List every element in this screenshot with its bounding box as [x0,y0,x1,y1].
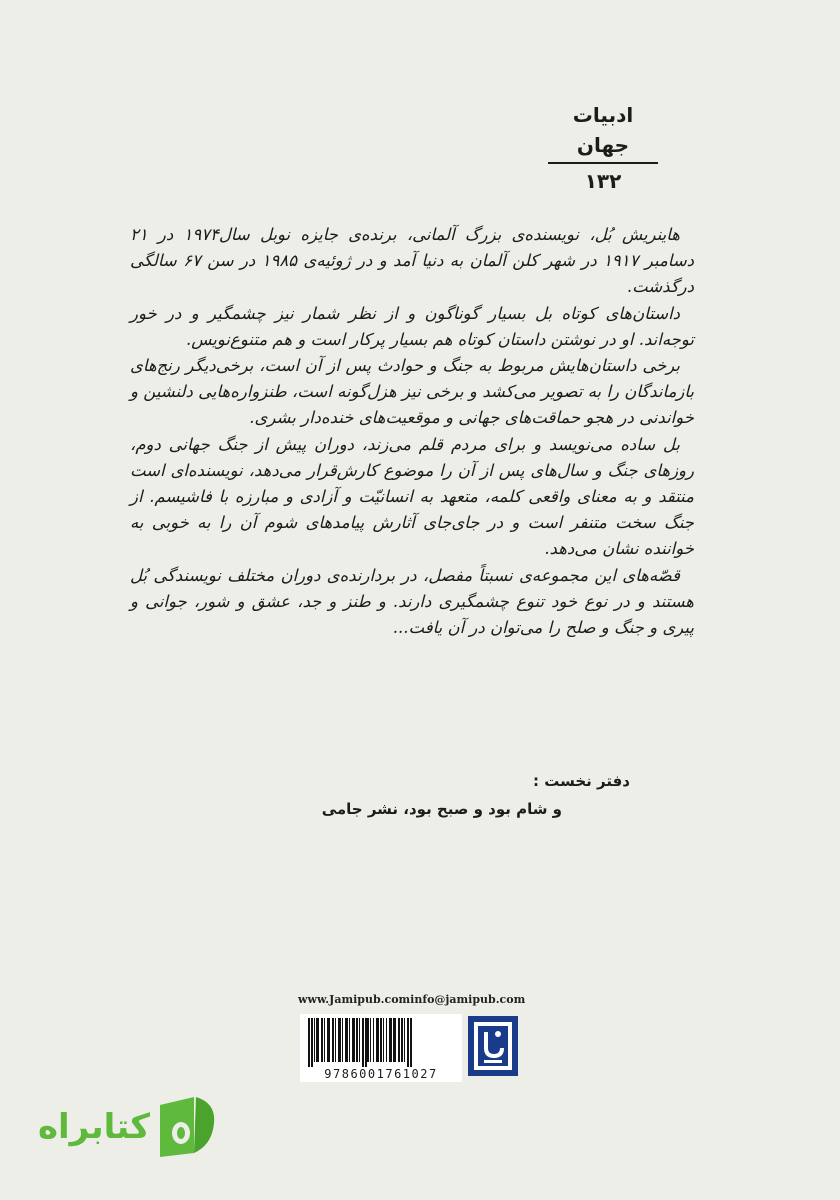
barcode-bar [359,1018,360,1062]
blurb-paragraph: قصّه‌های این مجموعه‌ی نسبتاً مفصل، در بردارنده‌ی دوران مختلف نویسندگی بُل هستند و در نوع خود تنوع چشمگیری دارند. و طنز و جد، عشق و شور، جوانی و پیری و جنگ و صلح را می‌توان در آن یافت... [130,565,694,638]
barcode-bar [316,1018,319,1062]
barcode-bar [386,1018,387,1062]
barcode-bar [362,1018,364,1068]
barcode-bar [404,1018,405,1062]
blurb-paragraph: داستان‌های کوتاه بل بسیار گوناگون و از نظر شمار نیز چشمگیر و در خور توجه‌اند. او در نوشتن داستان کوتاه هم بسیار پرکار است و هم متنوع‌نویس. [130,303,694,349]
barcode-bar [365,1018,367,1068]
barcode-bar [407,1018,409,1068]
jami-logo-icon [468,1016,518,1076]
barcode-bar [321,1018,323,1062]
barcode-bar [380,1018,382,1062]
ketabrah-logo [37,1093,222,1163]
publisher-contact [298,993,526,1006]
barcode-bar [410,1018,412,1068]
series-divider [548,162,658,164]
barcode-bar [338,1018,341,1062]
barcode-bar [314,1018,315,1062]
barcode-bar [327,1018,330,1062]
back-cover-blurb [130,222,694,641]
barcode-bar [335,1018,336,1062]
barcode-bar [370,1018,371,1062]
series-header [548,100,658,194]
volume-label: دفتر نخست : [532,772,630,790]
barcode-bar [393,1018,396,1062]
publisher-email[interactable]: info@jamipub.com [410,993,526,1006]
barcode-bar [349,1018,350,1062]
barcode-bar [383,1018,384,1062]
barcode-bar [389,1018,392,1062]
barcode-bar [324,1018,325,1062]
blurb-paragraph: هاینریش بُل، نویسنده‌ی بزرگ آلمانی، برنده‌ی جایزه نوبل سال۱۹۷۴ در ۲۱ دسامبر ۱۹۱۷ در شهر کلن آلمان به دنیا آمد و در ژوئیه‌ی ۱۹۸۵ در سن ۶۷ سالگی درگذشت. [130,225,694,297]
barcode-bar [356,1018,358,1062]
blurb-paragraph: بل ساده می‌نویسد و برای مردم قلم می‌زند، دوران پیش از جنگ جهانی دوم، روزهای جنگ و سال‌های پس از آن را موضوع کارش‌قرار می‌دهد، نویسنده‌ای است منتقد و به معنای واقعی کلمه، متعهد به انسانیّت و آزادی و مبارزه با فاشیسم. از جنگ سخت متنفر است و در جای‌جای آثارش پیامدهای شوم آن را به خوبی به خواننده نشان می‌دهد. [130,434,695,559]
isbn-number: 9786001761027 [300,1067,462,1082]
blurb-paragraph: برخی داستان‌هایش مربوط به جنگ و حوادث پس از آن است، برخی‌دیگر رنج‌های بازماندگان را به تصویر می‌کشد و برخی نیز هزل‌گونه است، طنزواره‌هایی دلنشین و خواندنی در هجو حماقت‌های جهانی و موقعیت‌های خنده‌دار بشری. [130,356,694,428]
ketabrah-logo-icon [154,1093,218,1161]
barcode-bar [367,1018,369,1062]
series-number: ۱۳۲ [584,169,622,193]
barcode-bar [373,1018,374,1062]
ketabrah-wordmark: کتابراه [37,1107,150,1147]
publisher-website[interactable]: www.Jamipub.com [298,993,411,1006]
volume-title: و شام بود و صبح بود، نشر جامی [321,800,562,818]
barcode-bar [352,1018,355,1062]
barcode-bar [311,1018,313,1068]
barcode-bar [345,1018,348,1062]
barcode-bar [342,1018,343,1062]
barcode-bar [376,1018,379,1062]
volume-info [250,768,630,824]
barcode-bar [401,1018,403,1062]
barcode-bar [332,1018,334,1062]
barcode-bar [308,1018,310,1068]
barcode-bar [398,1018,400,1062]
series-title: ادبیات جهان [572,103,634,157]
barcode-bars [300,1014,462,1068]
isbn-barcode [300,1014,462,1082]
